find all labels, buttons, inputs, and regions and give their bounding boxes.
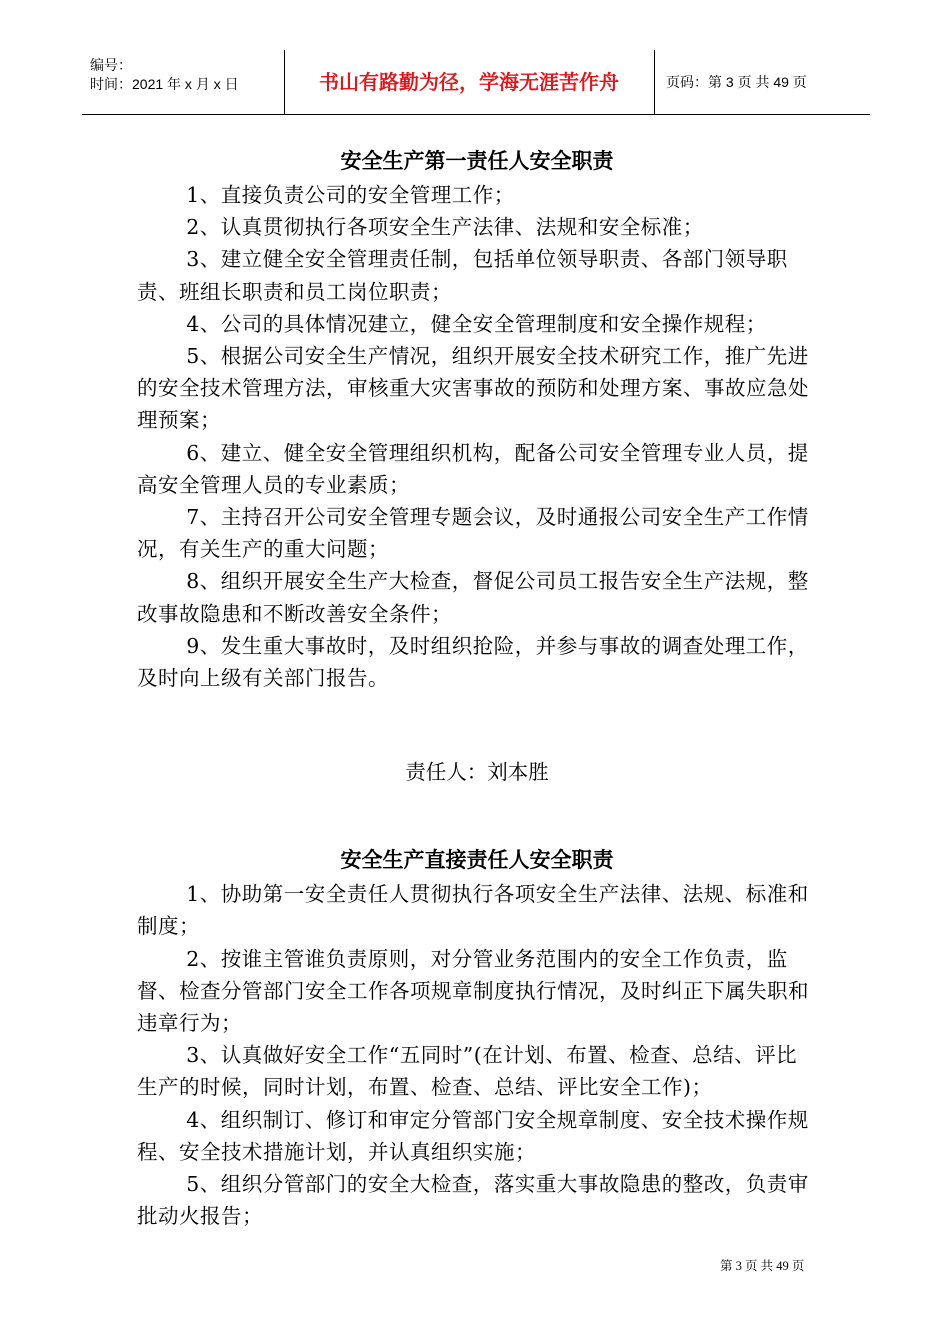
header-page-label: 页码：第 3 页 共 49 页 xyxy=(666,74,807,90)
section1-item: 6、建立、健全安全管理组织机构，配备公司安全管理专业人员，提高安全管理人员的专业素质； xyxy=(137,440,809,497)
section2-item: 5、组织分管部门的安全大检查，落实重大事故隐患的整改，负责审批动火报告； xyxy=(137,1172,809,1229)
section1-item: 9、发生重大事故时，及时组织抢险，并参与事故的调查处理工作，及时向上级有关部门报告。 xyxy=(137,633,809,691)
header-motto: 书山有路勤为径，学海无涯苦作舟 xyxy=(319,70,619,94)
document-body xyxy=(137,143,817,1232)
section1-item: 7、主持召开公司安全管理专题会议，及时通报公司安全生产工作情况，有关生产的重大问题； xyxy=(137,505,809,562)
section1-item: 5、根据公司安全生产情况，组织开展安全技术研究工作，推广先进的安全技术管理方法，审核重大灾害事故的预防和处理方案、事故应急处理预案； xyxy=(137,344,809,433)
page-header xyxy=(82,50,870,115)
section2-item: 3、认真做好安全工作“五同时”(在计划、布置、检查、总结、评比生产的时候，同时计划，布置、检查、总结、评比安全工作)； xyxy=(137,1043,798,1100)
section2-item: 4、组织制订、修订和审定分管部门安全规章制度、安全技术操作规程、安全技术措施计划，并认真组织实施； xyxy=(137,1107,809,1164)
time-label: 时间：2021 年 x 月 x 日 xyxy=(90,76,239,92)
section1-item: 2、认真贯彻执行各项安全生产法律、法规和安全标准； xyxy=(186,215,704,240)
section2-title: 安全生产直接责任人安全职责 xyxy=(340,847,614,873)
header-divider xyxy=(654,50,655,114)
section1-item: 3、建立健全安全管理责任制，包括单位领导职责、各部门领导职责、班组长职责和员工岗位职责； xyxy=(137,247,788,304)
section1-title: 安全生产第一责任人安全职责 xyxy=(340,148,614,173)
section1-item: 8、组织开展安全生产大检查，督促公司员工报告安全生产法规，整改事故隐患和不断改善安全条件； xyxy=(137,569,809,626)
page-footer: 第 3 页 共 49 页 xyxy=(720,1259,805,1273)
header-meta xyxy=(90,56,239,94)
section2-item: 1、协助第一安全责任人贯彻执行各项安全生产法律、法规、标准和制度； xyxy=(137,882,809,939)
section1-item: 4、公司的具体情况建立，健全安全管理制度和安全操作规程； xyxy=(186,311,767,336)
number-label: 编号： xyxy=(90,57,132,73)
section1-signer: 责任人：刘本胜 xyxy=(405,760,549,785)
section1-item: 1、直接负责公司的安全管理工作； xyxy=(186,183,515,207)
section2-item: 2、按谁主管谁负责原则，对分管业务范围内的安全工作负责，监督、检查分管部门安全工作各项规章制度执行情况，及时纠正下属失职和违章行为； xyxy=(137,946,809,1036)
